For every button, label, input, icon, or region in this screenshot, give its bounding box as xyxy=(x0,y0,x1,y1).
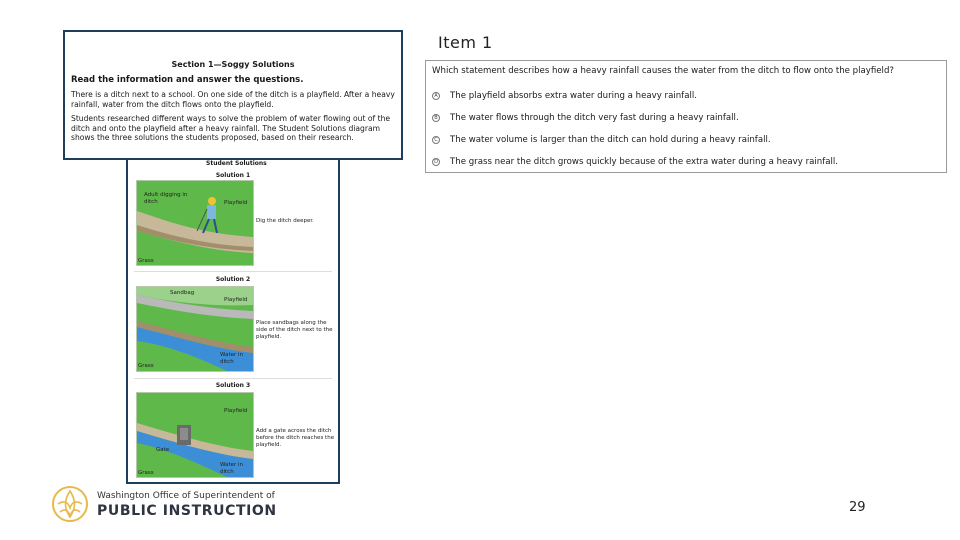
org-name-line1: Washington Office of Superintendent of xyxy=(97,491,275,501)
answer-option-a[interactable] xyxy=(432,85,940,107)
solution-2-text: Place sandbags along the side of the ditch next to the playfield. xyxy=(256,320,333,340)
solution-divider xyxy=(134,271,332,272)
solution-1-label-grass: Grass xyxy=(138,258,154,264)
solution-1-heading: Solution 1 xyxy=(215,172,251,179)
solution-divider xyxy=(134,378,332,379)
page-number: 29 xyxy=(849,500,866,515)
option-text: The grass near the ditch grows quickly because of the extra water during a heavy rainfall. xyxy=(450,157,839,167)
radio-c[interactable]: C xyxy=(432,136,440,144)
option-text: The water flows through the ditch very fast during a heavy rainfall. xyxy=(450,113,739,123)
option-text: The water volume is larger than the ditch can hold during a heavy rainfall. xyxy=(450,135,771,145)
passage-instruction: Read the information and answer the questions. xyxy=(71,75,304,85)
question-box xyxy=(425,60,947,173)
answer-option-c[interactable] xyxy=(432,129,940,151)
answer-option-b[interactable] xyxy=(432,107,940,129)
solution-2-label-water: Water in ditch xyxy=(220,352,244,365)
question-stem: Which statement describes how a heavy rainfall causes the water from the ditch to flow onto the playfield? xyxy=(432,66,894,76)
answer-option-d[interactable] xyxy=(432,151,940,173)
slide-title: Item 1 xyxy=(438,33,493,52)
solution-2-label-grass: Grass xyxy=(138,363,154,369)
student-solutions-diagram xyxy=(126,150,340,484)
solution-1-label-playfield: Playfield xyxy=(224,200,248,206)
solution-3-label-gate: Gate xyxy=(156,447,170,453)
ospi-logo-icon xyxy=(52,486,88,522)
solution-3-heading: Solution 3 xyxy=(215,382,251,389)
passage-heading: Section 1—Soggy Solutions xyxy=(171,60,295,69)
solution-3-label-water: Water in ditch xyxy=(220,462,244,475)
solution-2-label-sandbag: Sandbag xyxy=(170,290,195,296)
radio-d[interactable]: D xyxy=(432,158,440,166)
passage-paragraph: There is a ditch next to a school. On one side of the ditch is a playfield. After a heavy rainfall, water from the ditch flows onto the playfield. xyxy=(71,90,395,109)
radio-a[interactable]: A xyxy=(432,92,440,100)
diagram-title: Student Solutions xyxy=(206,160,267,167)
org-name-line2: PUBLIC INSTRUCTION xyxy=(97,503,277,519)
solution-3-label-grass: Grass xyxy=(138,470,154,476)
option-text: The playfield absorbs extra water during a heavy rainfall. xyxy=(450,91,697,101)
radio-b[interactable]: B xyxy=(432,114,440,122)
solution-1-text: Dig the ditch deeper. xyxy=(256,218,314,224)
passage-box xyxy=(63,30,403,160)
solution-3-text: Add a gate across the ditch before the ditch reaches the playfield. xyxy=(256,428,335,448)
solution-2-heading: Solution 2 xyxy=(215,276,251,283)
solution-1-label-adult: Adult digging in ditch xyxy=(144,192,188,205)
passage-paragraph: Students researched different ways to solve the problem of water flowing out of the ditch and onto the playfield after a heavy rainfall. The Student Solutions diagram shows the three solutions the students proposed, based on their research. xyxy=(71,114,391,142)
solution-3-label-playfield: Playfield xyxy=(224,408,248,414)
solution-2-label-playfield: Playfield xyxy=(224,297,248,303)
